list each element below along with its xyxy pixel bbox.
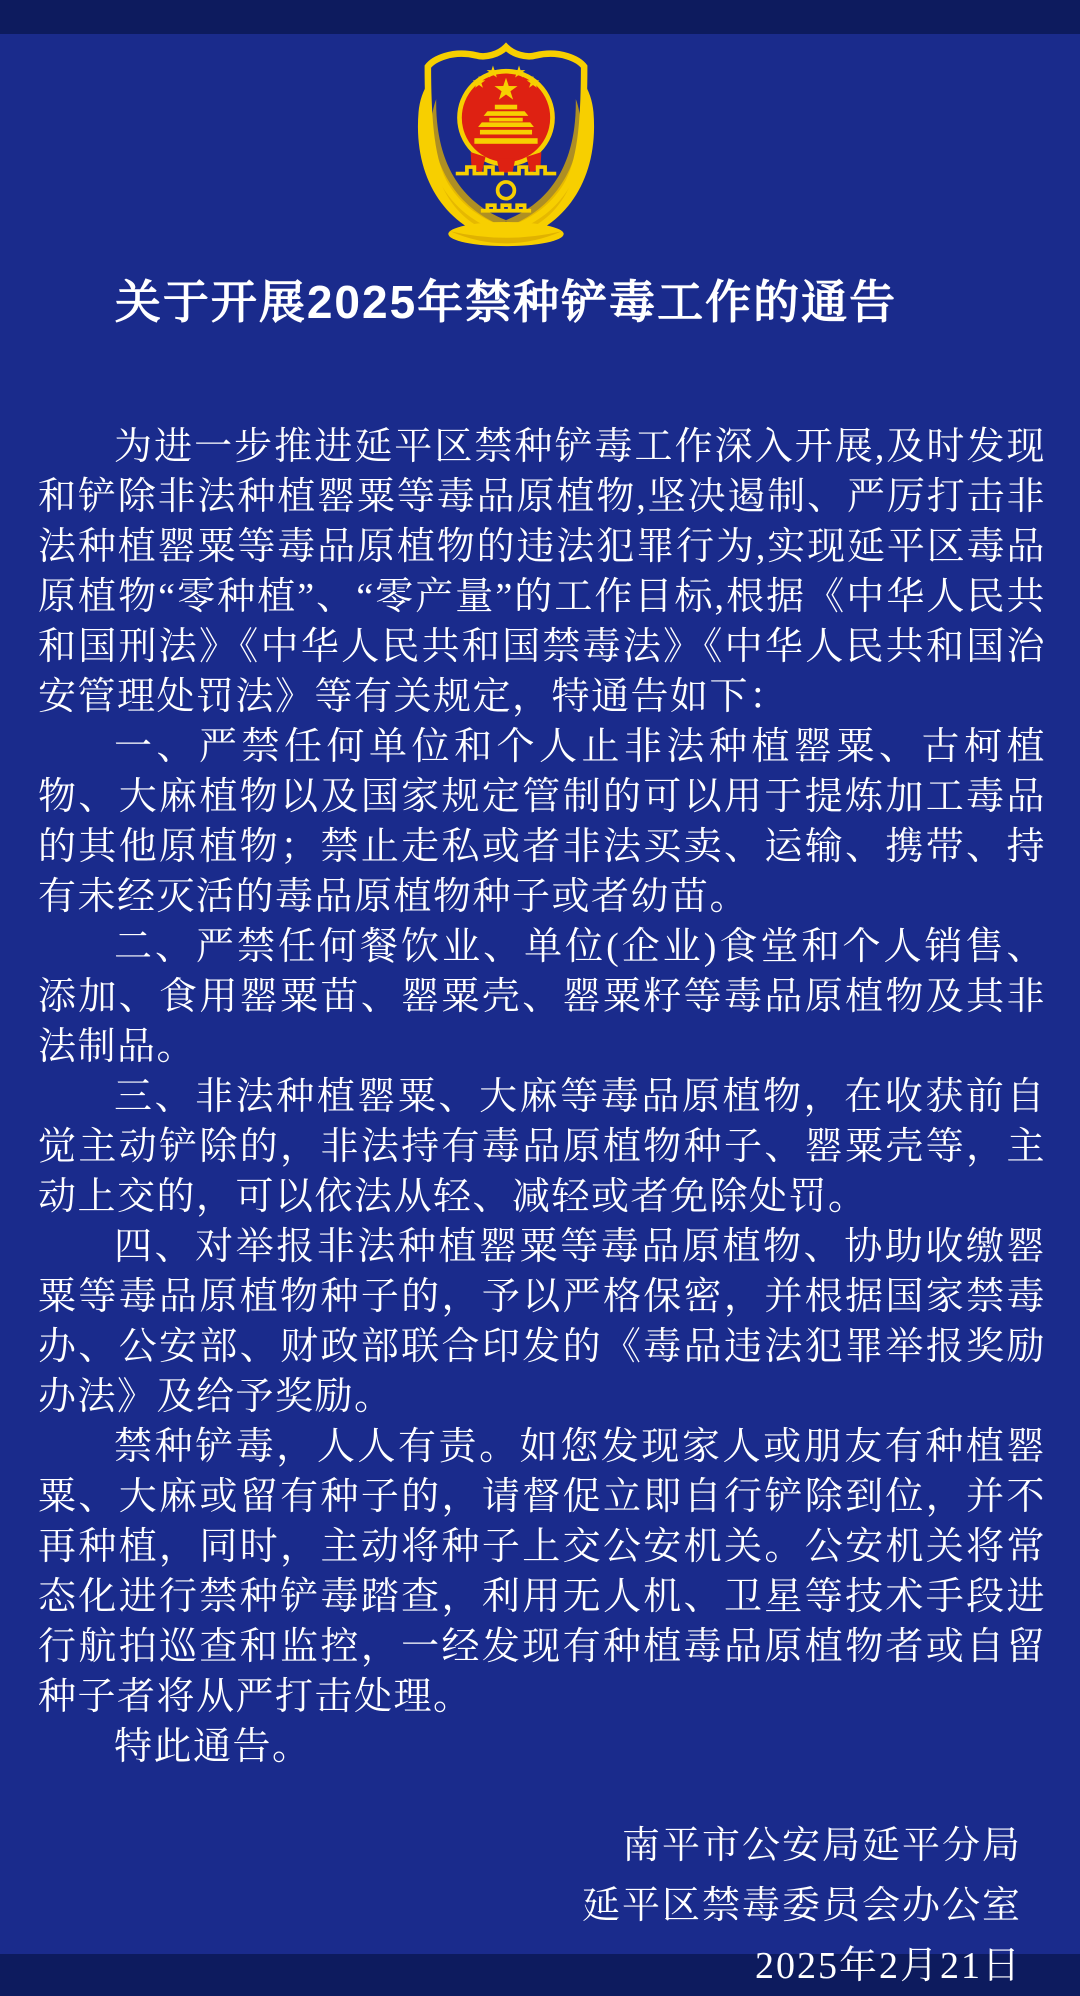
issuing-agency-line1: 南平市公安局延平分局 <box>621 1825 1022 1867</box>
notice-paragraph-item-3: 三、非法种植罂粟、大麻等毒品原植物，在收获前自觉主动铲除的，非法持有毒品原植物种子、罂粟壳等，主动上交的，可以依法从轻、减轻或者免除处罚。 <box>38 1076 1046 1218</box>
issue-date: 2025年2月21日 <box>754 1945 1022 1987</box>
notice-paragraph-appeal: 禁种铲毒，人人有责。如您发现家人或朋友有种植罂粟、大麻或留有种子的，请督促立即自行铲除到位，并不再种植，同时，主动将种子上交公安机关。公安机关将常态化进行禁种铲毒踏查，利用无人机、卫星等技术手段进行航拍巡查和监控，一经发现有种植毒品原植物者或自留种子者将从严打击处理。 <box>38 1426 1046 1718</box>
signature-block <box>0 1816 1022 1996</box>
notice-poster <box>0 34 1080 1987</box>
notice-paragraph-closing: 特此通告。 <box>114 1726 312 1768</box>
issuing-agency-line2: 延平区禁毒委员会办公室 <box>581 1885 1022 1927</box>
notice-paragraph-item-2: 二、严禁任何餐饮业、单位(企业)食堂和个人销售、添加、食用罂粟苗、罂粟壳、罂粟籽等毒品原植物及其非法制品。 <box>38 926 1046 1068</box>
notice-body <box>38 422 1046 1772</box>
notice-paragraph-item-4: 四、对举报非法种植罂粟等毒品原植物、协助收缴罂粟等毒品原植物种子的，予以严格保密，并根据国家禁毒办、公安部、财政部联合印发的《毒品违法犯罪举报奖励办法》及给予奖励。 <box>38 1226 1046 1418</box>
notice-title: 关于开展2025年禁种铲毒工作的通告 <box>114 276 898 328</box>
notice-paragraph-intro: 为进一步推进延平区禁种铲毒工作深入开展,及时发现和铲除非法种植罂粟等毒品原植物,坚决遏制、严厉打击非法种植罂粟等毒品原植物的违法犯罪行为,实现延平区毒品原植物“零种植”、“零产量”的工作目标,根据《中华人民共和国刑法》《中华人民共和国禁毒法》《中华人民共和国治安管理处罚法》等有关规定，特通告如下： <box>38 426 1046 718</box>
police-badge-emblem <box>384 34 628 248</box>
notice-paragraph-item-1: 一、严禁任何单位和个人止非法种植罂粟、古柯植物、大麻植物以及国家规定管制的可以用于提炼加工毒品的其他原植物；禁止走私或者非法买卖、运输、携带、持有未经灭活的毒品原植物种子或者幼苗。 <box>38 726 1046 918</box>
national-emblem <box>459 65 552 172</box>
